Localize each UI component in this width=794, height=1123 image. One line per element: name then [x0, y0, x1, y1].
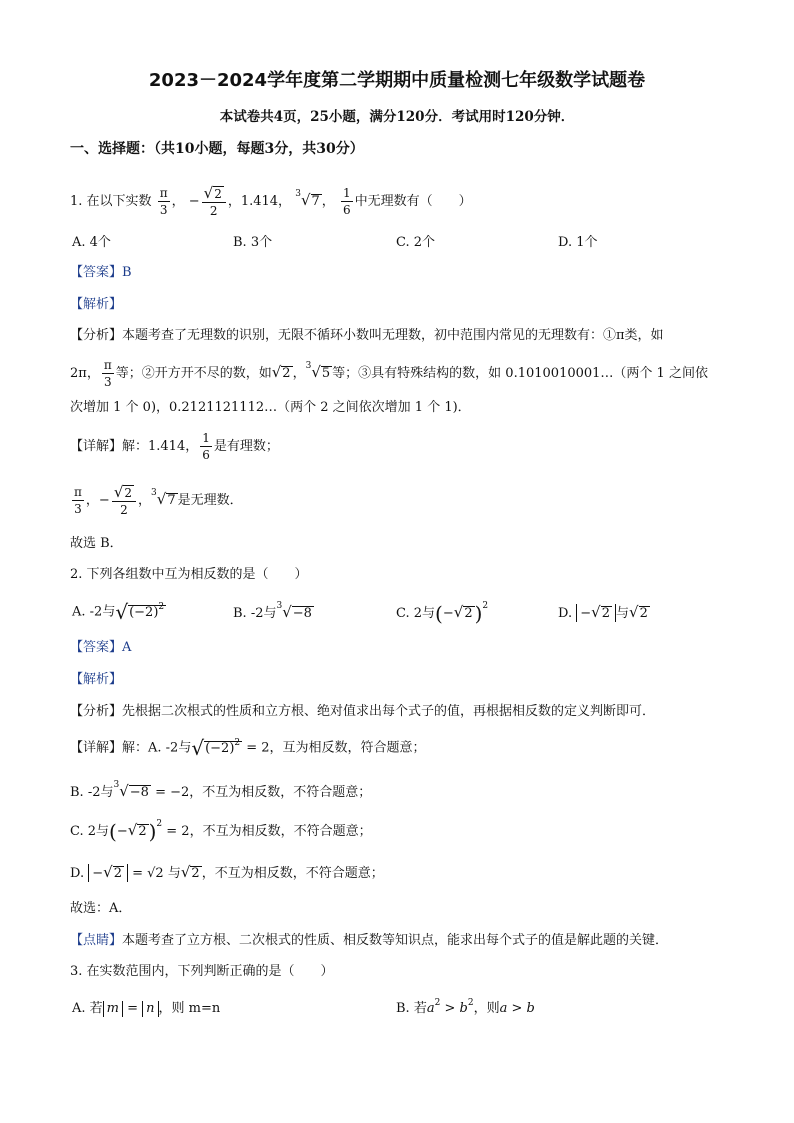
question-1-stem: 1. 在以下实数 $\frac{\pi}{3}$ ， − $\frac{√2}{2}$ ，1.414， $^3$√7 ， $\frac{1}{6}$ 中无理数有（ ）	[70, 183, 472, 218]
q1-detail-line2: $\frac{\pi}{3}$ ，− $\frac{√2}{2}$ ，$^3$√7 是无理数．	[74, 482, 243, 517]
q1-analysis-line2: 2π， $\frac{\pi}{3}$ 等；②开方开不尽的数，如√2 ，$^3$√5 等；③具有特殊结构的数，如 0.1010010001…（两个 1 之间依	[70, 358, 708, 389]
q2-analysis-tag: 【解析】	[70, 672, 123, 687]
q1-analysis-tag: 【解析】	[70, 297, 123, 312]
q3-option-a: A. 若 m = n ，则 m=n	[72, 1001, 221, 1016]
q1-option-c: C. 2个	[396, 235, 436, 250]
q1-answer: 【答案】B	[70, 265, 132, 280]
q2-comment: 【点睛】本题考查了立方根、二次根式的性质、相反数等知识点，能求出每个式子的值是解此题的关键．	[70, 933, 669, 948]
fraction-root2-over-2: $\frac{√2}{2}$	[202, 185, 226, 219]
q2-detail-d: D. −√2 = √2 与√2 ，不互为相反数，不符合题意；	[70, 863, 384, 881]
q2-detail-a: 【详解】解：A. -2与$√(-2)^2 = 2$，互为相反数，符合题意；	[70, 736, 426, 760]
q2-option-b: B. -2与$^3$√−8	[233, 601, 312, 621]
fraction-pi-over-3: $\frac{\pi}{3}$	[103, 358, 112, 389]
question-2-stem: 2. 下列各组数中互为相反数的是（ ）	[70, 567, 308, 582]
q2-answer: 【答案】A	[70, 640, 132, 655]
q1-analysis-line3: 次增加 1 个 0)，0.2121121112…（两个 2 之间依次增加 1 个 1)．	[70, 400, 471, 415]
q1-conclusion: 故选 B．	[70, 536, 123, 551]
fraction-1-over-6: $\frac{1}{6}$	[342, 186, 351, 217]
q2-detail-c: C. 2与(−√2 )$^2$ = 2，不互为相反数，不符合题意；	[70, 819, 372, 844]
fraction-pi-over-3: $\frac{\pi}{3}$	[159, 186, 168, 217]
q1-detail-line1: 【详解】解：1.414， $\frac{1}{6}$ 是有理数；	[70, 431, 279, 462]
fraction-1-over-6: $\frac{1}{6}$	[202, 431, 210, 462]
page-title: 2023－2024学年度第二学期期中质量检测七年级数学试题卷	[148, 70, 646, 91]
q1-analysis-line1: 【分析】本题考查了无理数的识别，无限不循环小数叫无理数，初中范围内常见的无理数有：①π类，如	[70, 328, 664, 343]
q2-option-a: A. -2与$√(-2)^2$	[72, 600, 165, 624]
q2-option-d: D. −√2 与√2	[558, 603, 648, 621]
q2-analysis: 【分析】先根据二次根式的性质和立方根、绝对值求出每个式子的值，再根据相反数的定义判断即可．	[70, 704, 656, 719]
cube-root-7: $^3$√7	[295, 189, 320, 209]
q2-option-c: C. 2与(−√2 )$^2$	[396, 601, 489, 626]
q2-detail-b: B. -2与$^3$√−8 = −2，不互为相反数，不符合题意；	[70, 780, 372, 800]
q2-conclusion: 故选：A．	[70, 901, 132, 916]
q1-option-b: B. 3个	[233, 235, 273, 250]
section-heading: 一、选择题：（共10小题，每题3分，共30分）	[70, 141, 364, 157]
page-subtitle: 本试卷共4页，25小题，满分120分．考试用时120分钟．	[219, 109, 575, 125]
q3-option-b: B. 若$a^2 > b^2$，则a > b	[396, 998, 535, 1016]
question-3-stem: 3. 在实数范围内，下列判断正确的是（ ）	[70, 964, 334, 979]
q1-option-a: A. 4个	[72, 235, 111, 250]
q1-option-d: D. 1个	[558, 235, 598, 250]
